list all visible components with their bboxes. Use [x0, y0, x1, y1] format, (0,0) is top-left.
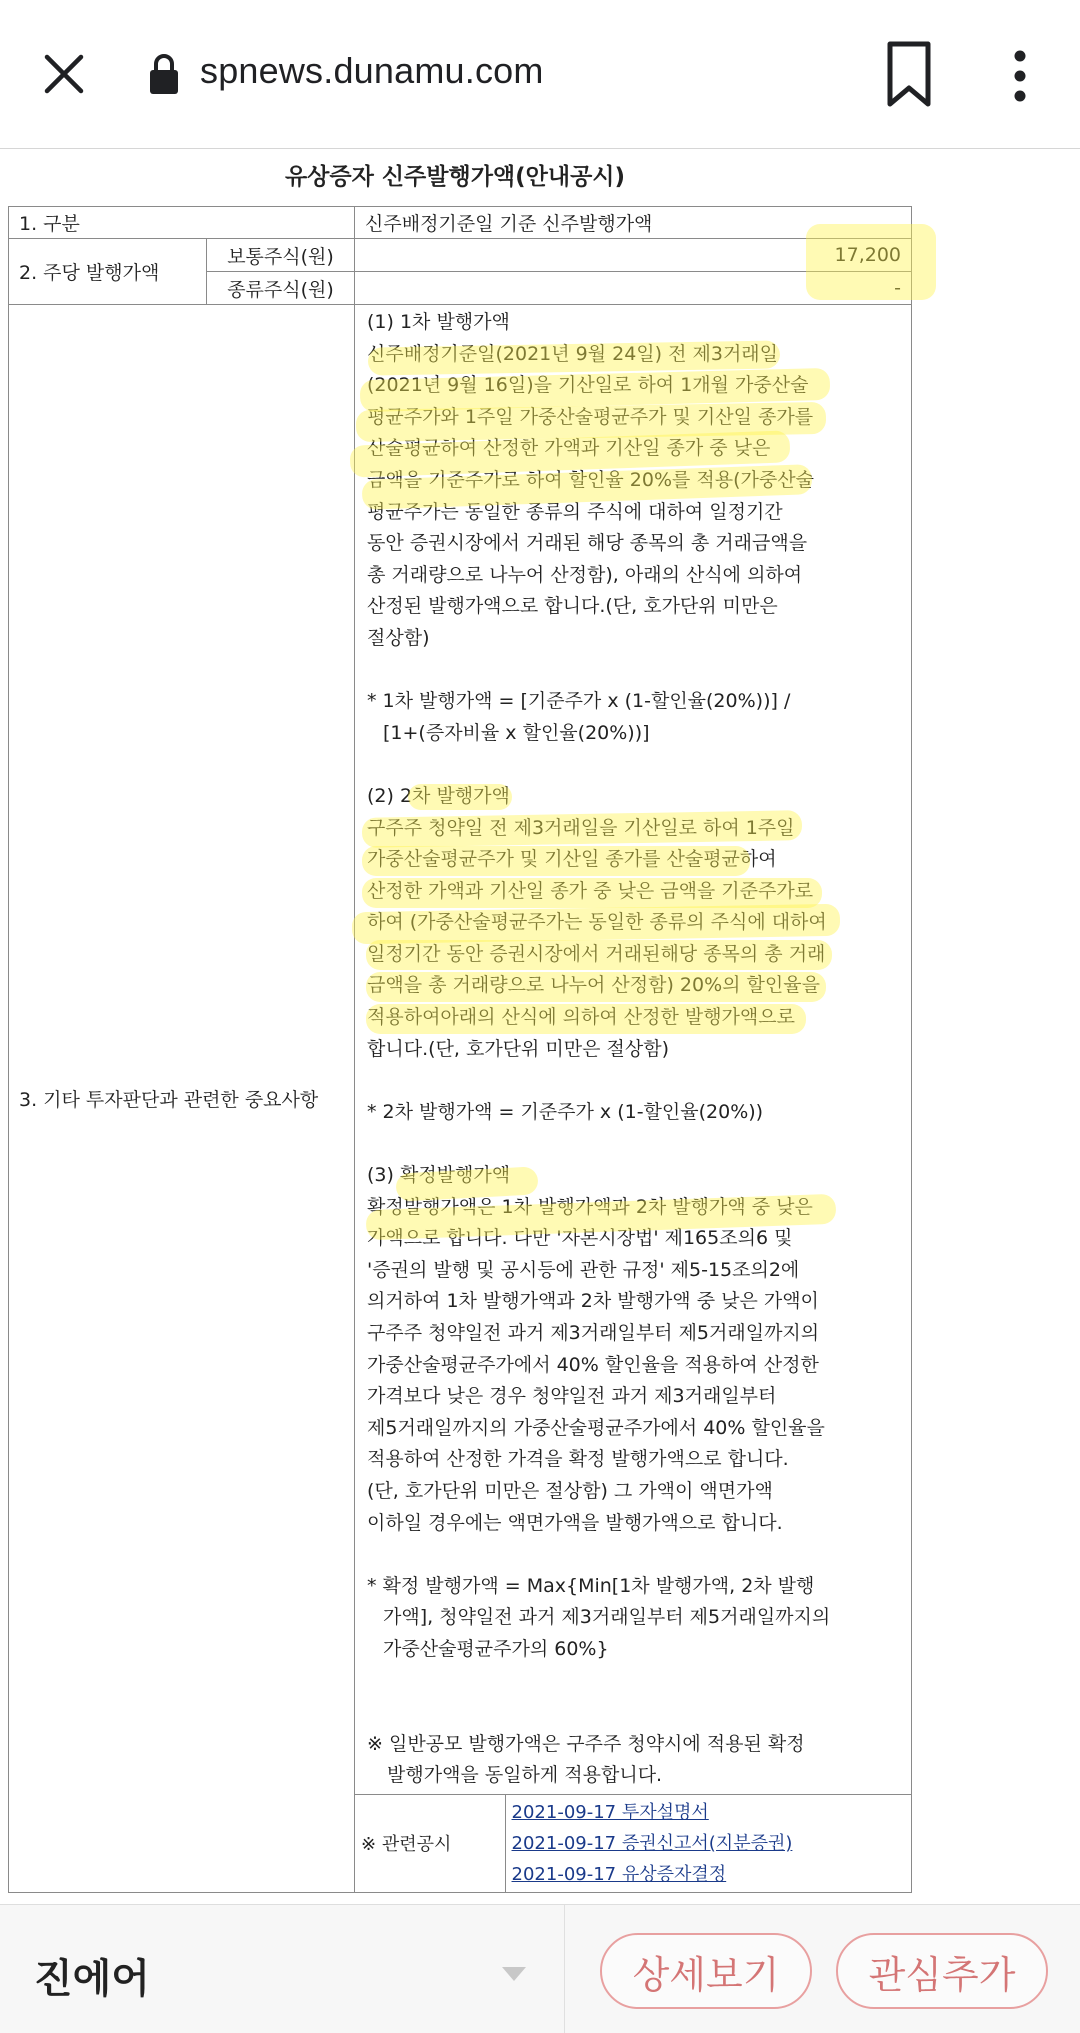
more-vert-icon — [1000, 46, 1040, 110]
row-label-category: 1. 구분 — [9, 207, 355, 239]
related-disclosures — [355, 1795, 911, 1892]
text-line: 가중산술평균주가 및 기산일 종가를 산술평균하여 — [367, 848, 777, 871]
text-line: (2021년 9월 16일)을 기산일로 하여 1개월 가중산술 — [367, 374, 809, 397]
text-line: '증권의 발행 및 공시등에 관한 규정' 제5-15조의2에 — [367, 1258, 800, 1281]
text-line: 적용하여 산정한 가격을 확정 발행가액으로 합니다. — [367, 1448, 789, 1471]
close-icon — [43, 53, 85, 95]
preferred-stock-value: - — [355, 272, 912, 305]
row-value-category: 신주배정기준일 기준 신주발행가액 — [355, 207, 912, 239]
more-menu-button[interactable] — [1000, 46, 1040, 110]
stock-action-bar — [0, 1904, 1080, 2033]
formula-line: [1+(증자비율 x 할인율(20%))] — [383, 721, 650, 744]
text-line: 금액을 총 거래량으로 나누어 산정함) 20%의 할인율을 — [367, 974, 820, 997]
text-line: 일정기간 동안 증권시장에서 거래된해당 종목의 총 거래 — [367, 942, 826, 965]
section-heading: (2) 2차 발행가액 — [367, 784, 510, 807]
text-line: 산정된 발행가액으로 합니다.(단, 호가단위 미만은 — [367, 595, 778, 618]
common-stock-label: 보통주식(원) — [207, 239, 355, 272]
text-line: 이하일 경우에는 액면가액을 발행가액으로 합니다. — [367, 1511, 783, 1534]
formula-line: * 1차 발행가액 = [기준주가 x (1-할인율(20%))] / — [367, 690, 791, 713]
lock-icon — [148, 52, 180, 96]
text-line: 총 거래량으로 나누어 산정함), 아래의 산식에 의하여 — [367, 563, 803, 586]
text-line: 확정발행가액은 1차 발행가액과 2차 발행가액 중 낮은 — [367, 1195, 813, 1218]
text-line: 구주주 청약일전 과거 제3거래일부터 제5거래일까지의 — [367, 1322, 820, 1344]
text-line: 의거하여 1차 발행가액과 2차 발행가액 중 낮은 가액이 — [367, 1290, 819, 1313]
text-line: 산정한 가액과 기산일 종가 중 낮은 금액을 기준주가로 — [367, 879, 814, 902]
text-line: 절상함) — [367, 626, 430, 649]
browser-toolbar — [0, 0, 1080, 149]
table-row — [9, 305, 912, 1795]
text-line: 가액으로 합니다. 다만 '자본시장법' 제165조의6 및 — [367, 1227, 793, 1250]
section-heading: (1) 1차 발행가액 — [367, 311, 510, 333]
detail-view-button[interactable]: 상세보기 — [600, 1933, 812, 2009]
chevron-down-icon[interactable] — [500, 1965, 528, 1983]
formula-line: * 2차 발행가액 = 기준주가 x (1-할인율(20%)) — [367, 1100, 764, 1123]
related-links — [505, 1795, 911, 1892]
page-title: 유상증자 신주발행가액(안내공시) — [284, 164, 626, 190]
text-line: 신주배정기준일(2021년 9월 24일) 전 제3거래일 — [367, 342, 779, 365]
related-label: ※ 관련공시 — [355, 1795, 505, 1892]
text-line: 금액을 기준주가로 하여 할인율 20%를 적용(가중산술 — [367, 468, 814, 491]
text-line: 하여 (가중산술평균주가는 동일한 종류의 주식에 대하여 — [367, 911, 827, 934]
preferred-stock-label: 종류주식(원) — [207, 272, 355, 305]
section-heading: (3) 확정발행가액 — [367, 1164, 511, 1187]
text-line: 구주주 청약일 전 제3거래일을 기산일로 하여 1주일 — [367, 816, 795, 839]
divider — [564, 1905, 565, 2033]
row-label-other-info: 3. 기타 투자판단과 관련한 중요사항 — [9, 305, 355, 1893]
text-line: 동안 증권시장에서 거래된 해당 종목의 총 거래금액을 — [367, 532, 808, 555]
text-line: 합니다.(단, 호가단위 미만은 절상함) — [367, 1037, 669, 1060]
text-line: 산술평균하여 산정한 가액과 기산일 종가 중 낮은 — [367, 437, 771, 460]
disclosure-document — [0, 148, 1080, 1904]
common-stock-value: 17,200 — [355, 239, 912, 272]
text-line: 가격보다 낮은 경우 청약일전 과거 제3거래일부터 — [367, 1385, 777, 1408]
close-button[interactable] — [34, 44, 94, 104]
url-bar[interactable]: spnews.dunamu.com — [200, 50, 544, 91]
other-info-detail — [355, 305, 912, 1795]
bookmark-button[interactable] — [884, 40, 934, 110]
disclosure-table — [8, 206, 912, 1893]
formula-line: 가중산술평균주가의 60%} — [383, 1637, 609, 1660]
related-link-registration[interactable]: 2021-09-17 증권신고서(지분증권) — [511, 1832, 793, 1854]
add-watchlist-button[interactable]: 관심추가 — [836, 1933, 1048, 2009]
note-line: 발행가액을 동일하게 적용합니다. — [387, 1764, 663, 1787]
text-line: 가중산술평균주가에서 40% 할인율을 적용하여 산정한 — [367, 1353, 819, 1376]
bookmark-icon — [884, 40, 934, 110]
note-line: ※ 일반공모 발행가액은 구주주 청약시에 적용된 확정 — [367, 1732, 805, 1755]
text-line: 적용하여아래의 산식에 의하여 산정한 발행가액으로 — [367, 1006, 795, 1029]
related-disclosures-cell — [355, 1794, 912, 1892]
table-row — [9, 239, 912, 272]
row-label-price: 2. 주당 발행가액 — [9, 239, 207, 305]
formula-line: 가액], 청약일전 과거 제3거래일부터 제5거래일까지의 — [383, 1606, 831, 1629]
stock-name[interactable]: 진에어 — [34, 1956, 150, 2002]
formula-line: * 확정 발행가액 = Max{Min[1차 발행가액, 2차 발행 — [367, 1574, 815, 1597]
text-line: (단, 호가단위 미만은 절상함) 그 가액이 액면가액 — [367, 1479, 773, 1502]
related-link-prospectus[interactable]: 2021-09-17 투자설명서 — [511, 1801, 709, 1823]
table-row — [9, 207, 912, 239]
text-line: 평균주가는 동일한 종류의 주식에 대하여 일정기간 — [367, 500, 783, 523]
text-line: 평균주가와 1주일 가중산술평균주가 및 기산일 종가를 — [367, 405, 814, 428]
text-line: 제5거래일까지의 가중산술평균주가에서 40% 할인율을 — [367, 1416, 825, 1439]
related-link-rights-offering[interactable]: 2021-09-17 유상증자결정 — [511, 1863, 727, 1885]
